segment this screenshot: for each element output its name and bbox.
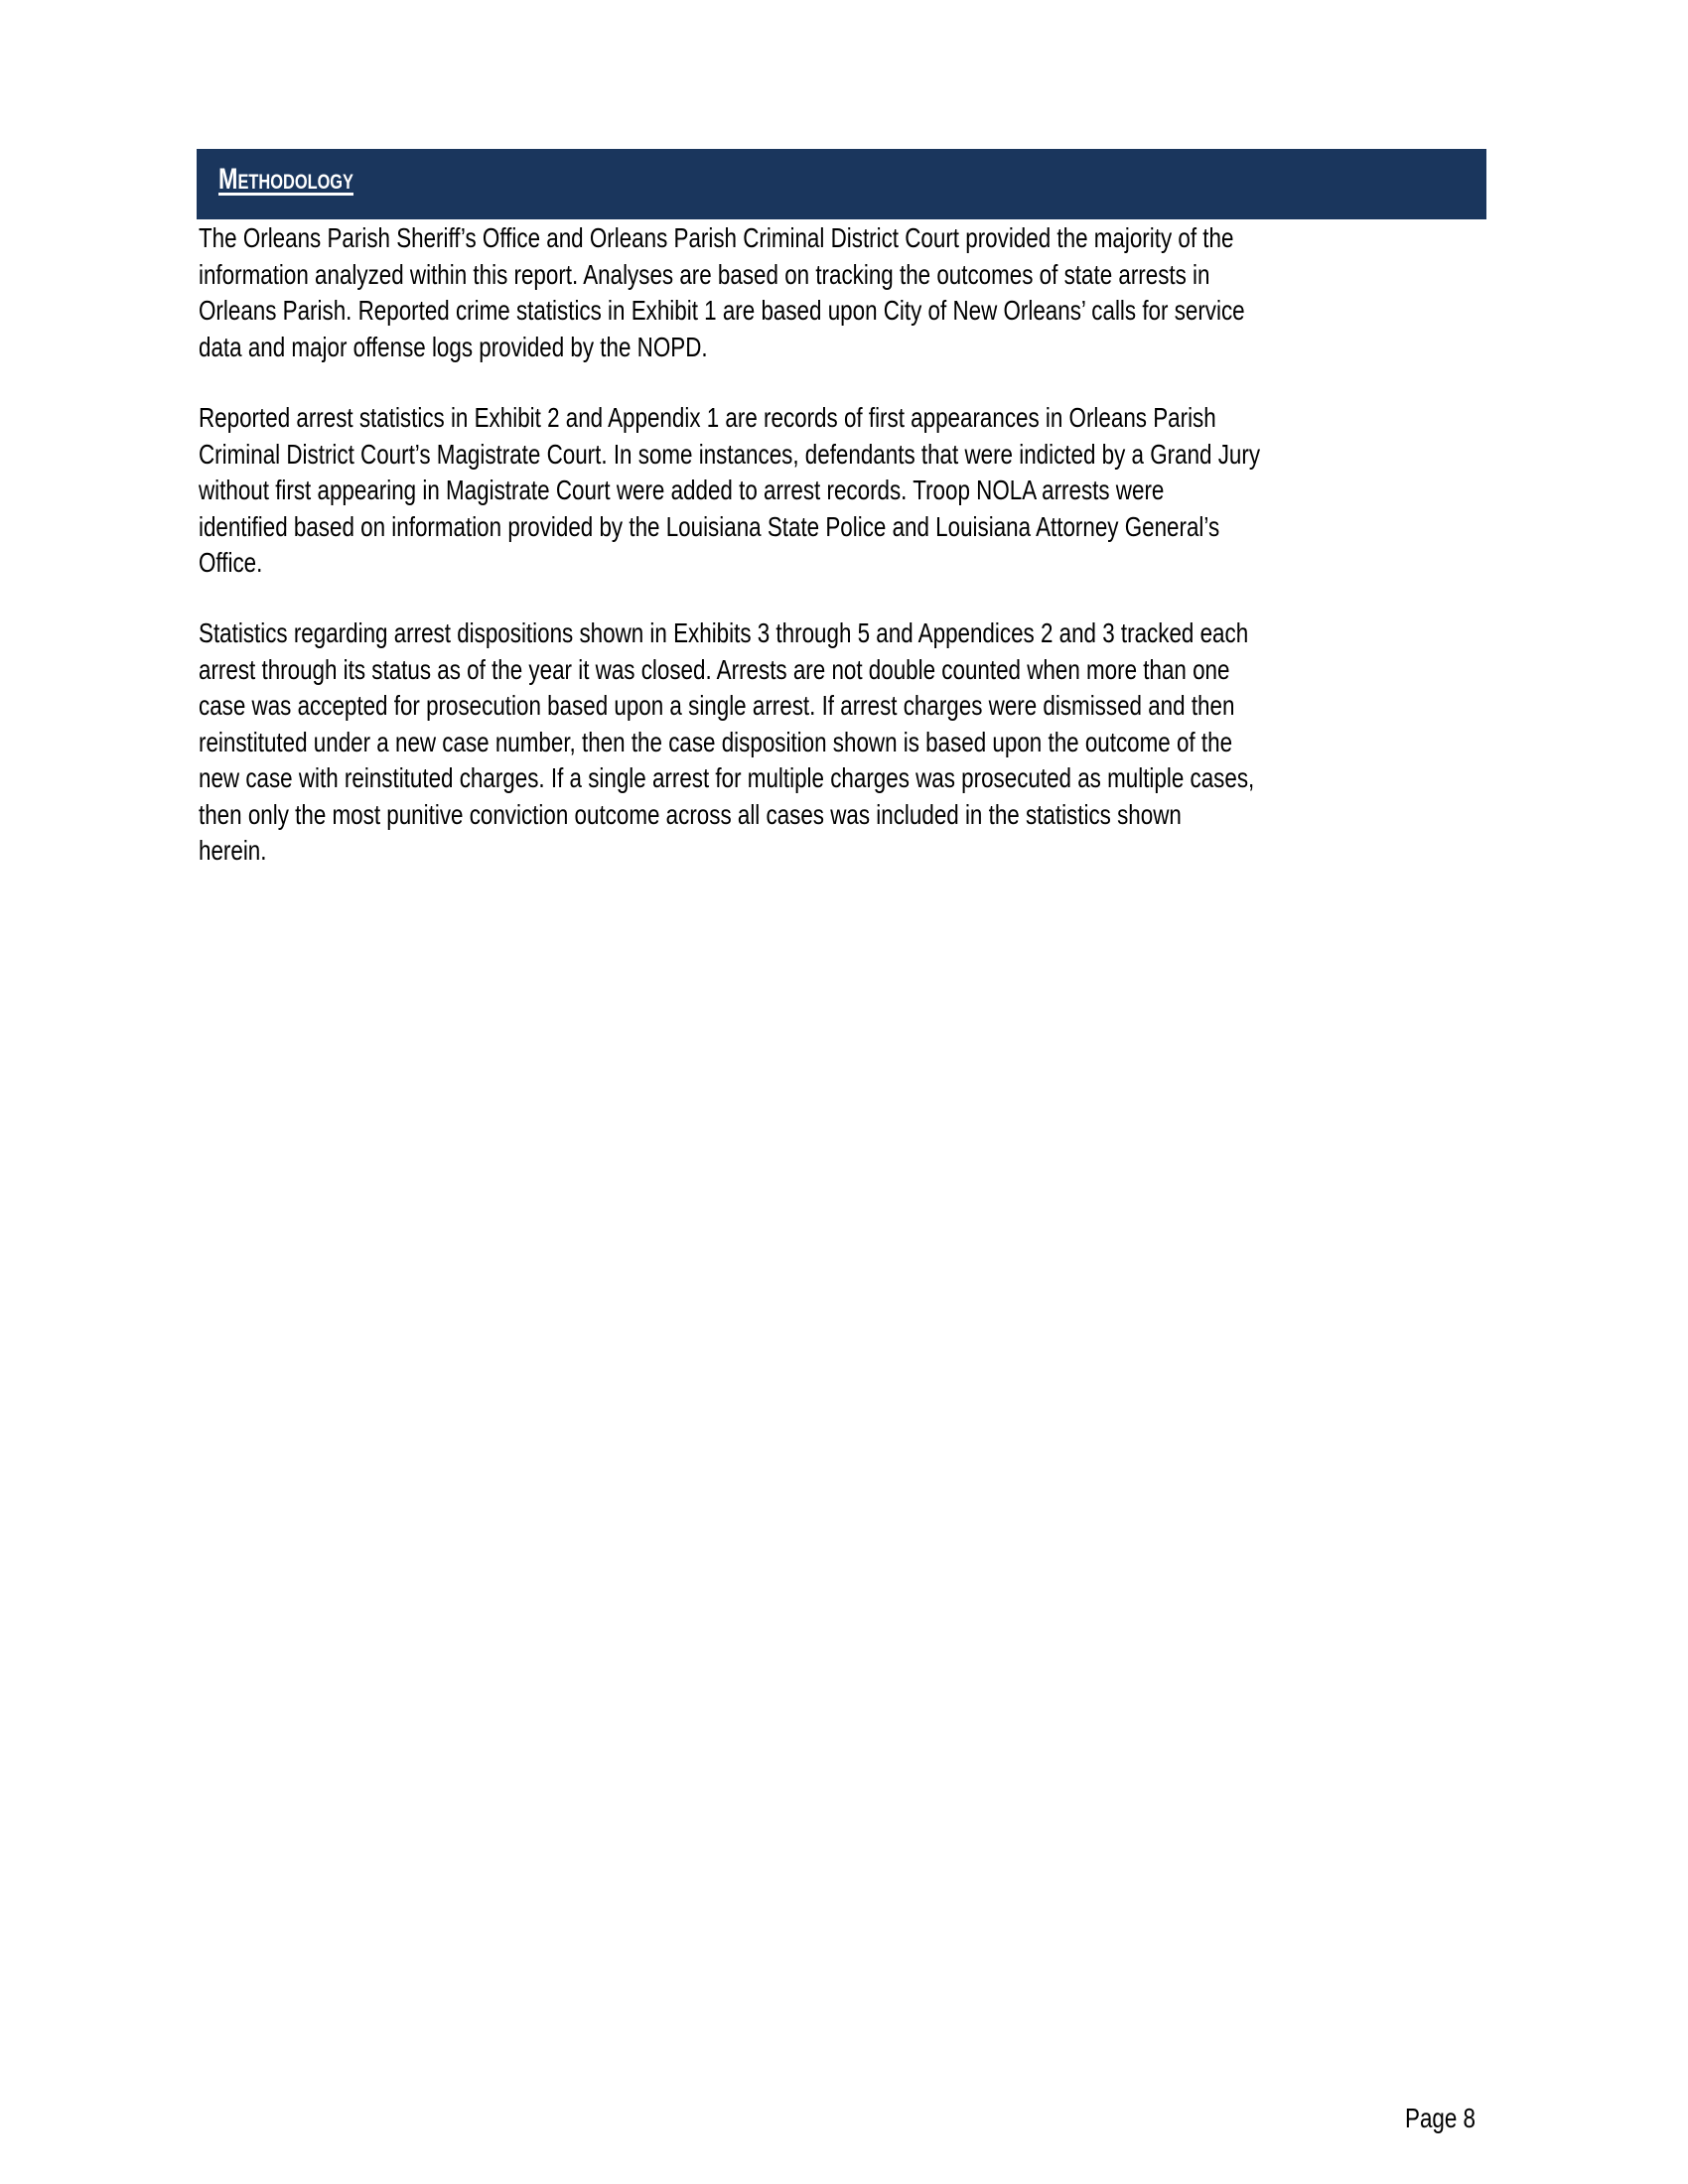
paragraph-line: reinstituted under a new case number, then the case disposition shown is based upon the outcome of the [199,726,1233,757]
paragraph-line: case was accepted for prosecution based upon a single arrest. If arrest charges were dismissed and then [199,690,1235,721]
paragraph-line: Reported arrest statistics in Exhibit 2 and Appendix 1 are records of first appearances in Orleans Parish [199,402,1216,433]
section-title: Methodology [218,163,353,196]
paragraph-data-sources [199,220,1245,365]
paragraph-line: Criminal District Court’s Magistrate Court. In some instances, defendants that were indicted by a Grand Jury [199,438,1261,470]
paragraph-line: arrest through its status as of the year it was closed. Arrests are not double counted when more than one [199,653,1230,685]
paragraph-line: herein. [199,835,267,866]
paragraph-line: Orleans Parish. Reported crime statistics in Exhibit 1 are based upon City of New Orleans’ calls for service [199,295,1245,326]
paragraph-line: The Orleans Parish Sheriff’s Office and Orleans Parish Criminal District Court provided the majority of the [199,222,1234,253]
paragraph-arrest-dispositions [199,615,1255,870]
paragraph-line: information analyzed within this report. Analyses are based on tracking the outcomes of state arrests in [199,258,1210,290]
paragraph-line: Statistics regarding arrest dispositions shown in Exhibits 3 through 5 and Appendices 2 and 3 tracked each [199,617,1249,648]
paragraph-line: data and major offense logs provided by the NOPD. [199,331,708,362]
paragraph-line: identified based on information provided by the Louisiana State Police and Louisiana Attorney General’s [199,510,1220,542]
paragraph-line: then only the most punitive conviction outcome across all cases was included in the statistics shown [199,798,1182,830]
paragraph-line: new case with reinstituted charges. If a single arrest for multiple charges was prosecuted as multiple cases, [199,762,1255,793]
paragraph-line: Office. [199,547,263,578]
paragraph-line: without first appearing in Magistrate Court were added to arrest records. Troop NOLA arrests were [199,475,1165,505]
page-number: Page 8 [1405,2103,1476,2133]
section-header-bar [197,149,1486,219]
paragraph-arrest-statistics [199,400,1261,582]
